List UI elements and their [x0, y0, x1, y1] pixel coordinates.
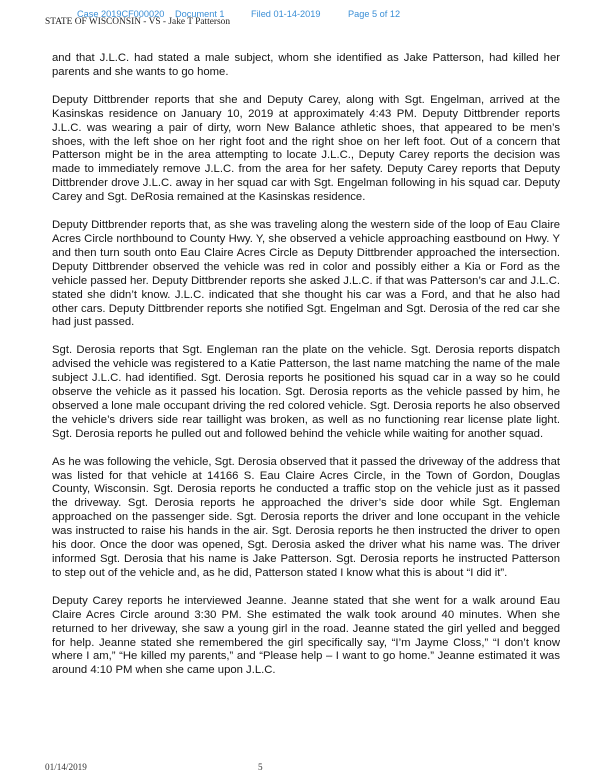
page-count: Page 5 of 12	[348, 9, 401, 19]
footer-date: 01/14/2019	[45, 762, 87, 772]
paragraph: Sgt. Derosia reports that Sgt. Engleman ran the plate on the vehicle. Sgt. Derosia reports dispatch advised the vehicle was registered to a Katie Patterson, the last name matching the name of the male subject J.L.C. had identified. Sgt. Derosia reports he positioned his squad car in a way so he could observe the vehicle as it passed his location. Sgt. Derosia reports as the vehicle passed by him, he observed a lone male occupant driving the red colored vehicle. Sgt. Derosia reports he also observed the vehicle’s drivers side rear taillight was broken, as well as no functioning rear license plate light. Sgt. Derosia reports he pulled out and followed behind the vehicle while waiting for another squad.	[52, 344, 560, 440]
paragraph: and that J.L.C. had stated a male subject, whom she identified as Jake Patterson, had killed her parents and she wants to go home.	[52, 52, 560, 78]
document-body	[52, 52, 560, 692]
document-number: Document 1	[175, 9, 225, 19]
paragraph: Deputy Carey reports he interviewed Jeanne. Jeanne stated that she went for a walk around Eau Claire Acres Circle around 3:30 PM. She estimated the walk took around 40 minutes. When she returned to her driveway, she saw a young girl in the road. Jeanne stated the girl yelled and begged for help. Jeanne stated she remembered the girl specifically say, “I’m Jayme Closs,” “I don’t know where I am,” “He killed my parents,” and “Please help – I want to go home.” Jeanne estimated it was around 4:10 PM when she came upon J.L.C.	[52, 594, 560, 677]
filed-date: Filed 01-14-2019	[251, 9, 321, 19]
paragraph: Deputy Dittbrender reports that, as she was traveling along the western side of the loop of Eau Claire Acres Circle northbound to County Hwy. Y, she observed a vehicle approaching eastbound on Hwy. Y and then turn south onto Eau Claire Acres Circle as Deputy Dittbrender approached the intersection. Deputy Dittbrender observed the vehicle was red in color and possibly either a Kia or Ford as the vehicle passed her. Deputy Dittbrender reports she asked J.L.C. if that was Patterson’s car and J.L.C. stated she didn’t know. J.L.C. indicated that she thought his car was a Ford, and that he also had other cars. Deputy Dittbrender reports she notified Sgt. Engelman and Sgt. Derosia of the red car she had just passed.	[52, 219, 560, 329]
paragraph: Deputy Dittbrender reports that she and Deputy Carey, along with Sgt. Engelman, arrived at the Kasinskas residence on January 10, 2019 at approximately 4:43 PM. Deputy Dittbrender reports J.L.C. was wearing a pair of dirty, worn New Balance athletic shoes, that appeared to be men’s shoes, with the left shoe on her right foot and the right shoe on her left foot. Out of a concern that Patterson might be in the area attempting to locate J.L.C., Deputy Carey reports the decision was made to immediately remove J.L.C. from the area for her safety. Deputy Carey reports that Deputy Dittbrender drove J.L.C. away in her squad car with Sgt. Engelman following in his squad car. Deputy Carey and Sgt. DeRosia remained at the Kasinskas residence.	[52, 93, 560, 204]
footer-page-number: 5	[258, 762, 263, 772]
case-caption: STATE OF WISCONSIN - VS - Jake T Patterson	[45, 17, 231, 27]
paragraph: As he was following the vehicle, Sgt. Derosia observed that it passed the driveway of the address that was listed for that vehicle at 14166 S. Eau Claire Acres Circle, in the Town of Gordon, Douglas County, Wisconsin. Sgt. Derosia reports he conducted a traffic stop on the vehicle just as it passed the driveway. Sgt. Derosia reports he approached the driver’s side door while Sgt. Engleman approached on the passenger side. Sgt. Derosia reports the driver and lone occupant in the vehicle was instructed to raise his hands in the air. Sgt. Derosia reports he then instructed the driver to open his door. Once the door was opened, Sgt. Derosia asked the driver what his name was. The driver informed Sgt. Derosia that his name is Jake Patterson. Sgt. Derosia reports he instructed Patterson to step out of the vehicle and, as he did, Patterson stated I know what this is about “I did it”.	[52, 455, 561, 579]
case-number: Case 2019CF000020	[77, 9, 165, 19]
